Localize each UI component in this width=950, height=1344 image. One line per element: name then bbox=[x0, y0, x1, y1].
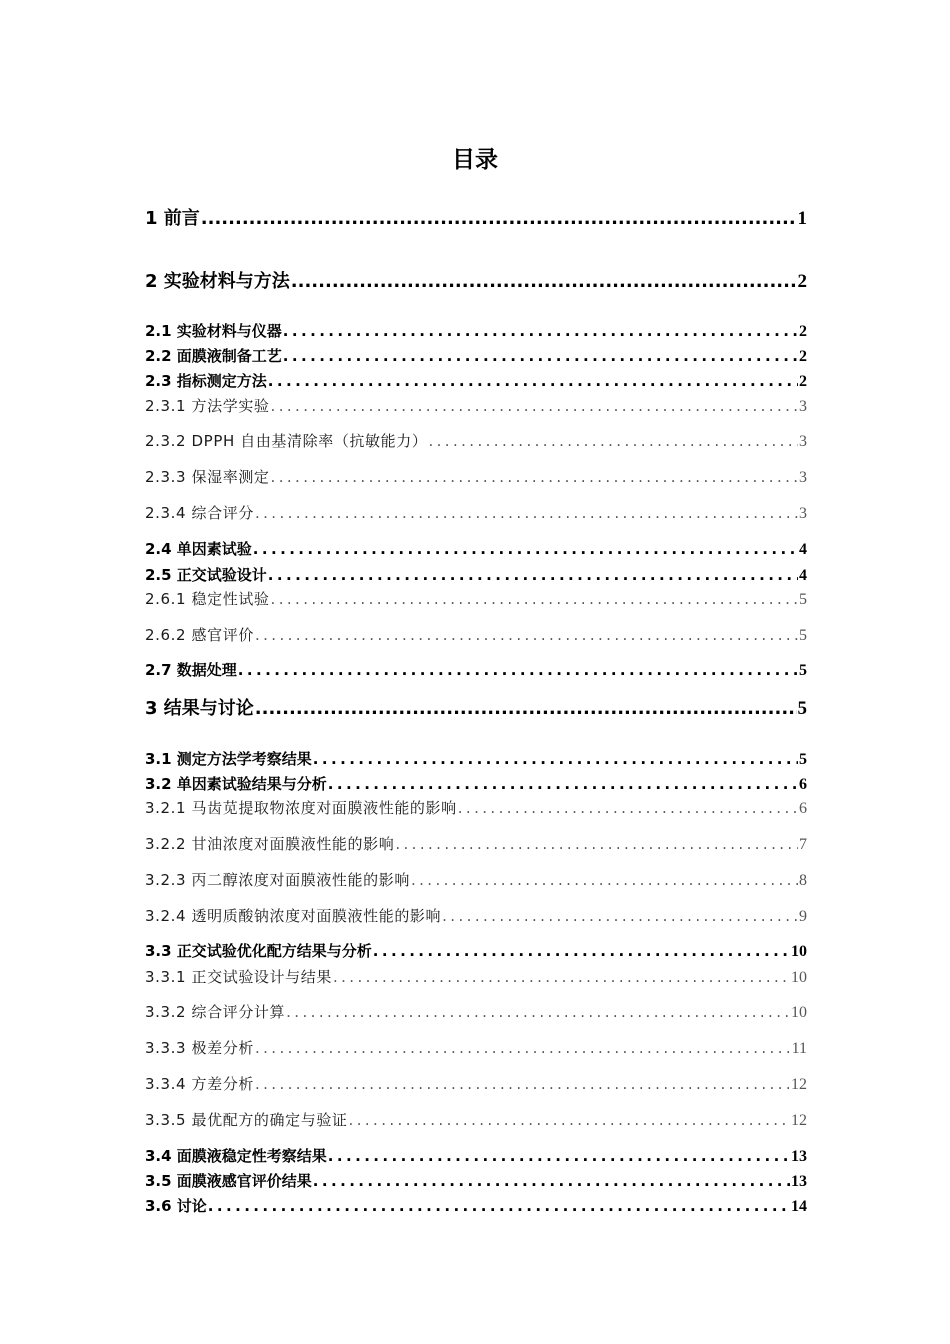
dot-leader bbox=[255, 626, 798, 644]
dot-leader bbox=[442, 907, 798, 925]
toc-entry-label: 3.2.1 马齿苋提取物浓度对面膜液性能的影响 bbox=[145, 799, 457, 817]
toc-entry[interactable] bbox=[145, 1109, 807, 1130]
toc-entry[interactable] bbox=[145, 797, 807, 818]
dot-leader bbox=[458, 799, 798, 817]
toc-entry-label: 2.3.1 方法学实验 bbox=[145, 397, 270, 415]
page-title: 目录 bbox=[452, 147, 498, 174]
toc-page-number: 5 bbox=[799, 627, 807, 644]
toc-entry[interactable] bbox=[145, 370, 807, 391]
toc-entry-label: 3.4 面膜液稳定性考察结果 bbox=[145, 1147, 327, 1165]
dot-leader bbox=[255, 1039, 791, 1057]
toc-entry-label: 2 实验材料与方法 bbox=[145, 271, 290, 292]
dot-leader bbox=[313, 1172, 790, 1190]
toc-page-number: 13 bbox=[791, 1173, 807, 1190]
dot-leader bbox=[271, 468, 798, 486]
toc-entry-label: 3.1 测定方法学考察结果 bbox=[145, 750, 312, 768]
toc-page-number: 4 bbox=[799, 567, 807, 584]
toc-page-number: 4 bbox=[799, 541, 807, 558]
toc-entry-label: 2.2 面膜液制备工艺 bbox=[145, 347, 282, 365]
dot-leader bbox=[349, 1111, 790, 1129]
toc-entry-label: 2.5 正交试验设计 bbox=[145, 566, 267, 584]
toc-entry[interactable] bbox=[145, 773, 807, 794]
toc-entry-label: 3.3.3 极差分析 bbox=[145, 1039, 254, 1057]
toc-entry-label: 2.3.2 DPPH 自由基清除率（抗敏能力） bbox=[145, 432, 428, 450]
toc-page-number: 10 bbox=[791, 969, 807, 986]
toc-entry-label: 3.5 面膜液感官评价结果 bbox=[145, 1172, 312, 1190]
toc-entry-label: 3.2.4 透明质酸钠浓度对面膜液性能的影响 bbox=[145, 907, 442, 925]
dot-leader bbox=[286, 1003, 790, 1021]
toc-entry-label: 2.7 数据处理 bbox=[145, 661, 237, 679]
toc-entry[interactable] bbox=[145, 966, 807, 987]
toc-page-number: 12 bbox=[791, 1112, 807, 1129]
toc-entry[interactable] bbox=[145, 502, 807, 523]
toc-page-number: 2 bbox=[799, 323, 807, 340]
toc-page-number: 7 bbox=[799, 836, 807, 853]
toc-page-number: 10 bbox=[791, 1004, 807, 1021]
toc-entry[interactable] bbox=[145, 748, 807, 769]
dot-leader bbox=[238, 661, 798, 679]
dot-leader bbox=[271, 397, 798, 415]
toc-entry-label: 2.3.3 保湿率测定 bbox=[145, 468, 270, 486]
dot-leader bbox=[328, 1147, 790, 1165]
toc-entry-label: 3.3.2 综合评分计算 bbox=[145, 1003, 286, 1021]
dot-leader bbox=[268, 372, 798, 390]
toc-entry[interactable] bbox=[145, 940, 807, 961]
toc-entry-label: 3.3.5 最优配方的确定与验证 bbox=[145, 1111, 348, 1129]
toc-entry[interactable] bbox=[145, 395, 807, 416]
toc-entry[interactable] bbox=[145, 1195, 807, 1216]
toc-page-number: 2 bbox=[799, 348, 807, 365]
toc-entry-label: 2.6.1 稳定性试验 bbox=[145, 590, 270, 608]
toc-entry-label: 3.3 正交试验优化配方结果与分析 bbox=[145, 942, 372, 960]
dot-leader bbox=[291, 271, 797, 292]
dot-leader bbox=[283, 322, 798, 340]
toc-entry[interactable] bbox=[145, 1073, 807, 1094]
toc-page-number: 2 bbox=[797, 271, 807, 292]
toc-entry-label: 2.4 单因素试验 bbox=[145, 540, 252, 558]
toc-page-number: 2 bbox=[799, 373, 807, 390]
toc-page-number: 13 bbox=[791, 1148, 807, 1165]
toc-page-number: 5 bbox=[799, 751, 807, 768]
toc-entry[interactable] bbox=[145, 588, 807, 609]
toc-page-number: 1 bbox=[797, 208, 807, 229]
toc-page-number: 3 bbox=[799, 505, 807, 522]
toc-entry[interactable] bbox=[145, 1145, 807, 1166]
toc-page-number: 5 bbox=[799, 591, 807, 608]
toc-entry-label: 2.1 实验材料与仪器 bbox=[145, 322, 282, 340]
toc-entry-label: 1 前言 bbox=[145, 208, 200, 229]
toc-page-number: 8 bbox=[799, 872, 807, 889]
toc-entry-label: 3.6 讨论 bbox=[145, 1197, 207, 1215]
toc-entry[interactable] bbox=[145, 204, 807, 230]
dot-leader bbox=[271, 590, 798, 608]
toc-entry-label: 3.3.4 方差分析 bbox=[145, 1075, 254, 1093]
toc-entry-label: 3.2.3 丙二醇浓度对面膜液性能的影响 bbox=[145, 871, 410, 889]
toc-entry[interactable] bbox=[145, 345, 807, 366]
toc-page-number: 3 bbox=[799, 469, 807, 486]
dot-leader bbox=[411, 871, 798, 889]
dot-leader bbox=[255, 1075, 790, 1093]
dot-leader bbox=[313, 750, 798, 768]
toc-entry[interactable] bbox=[145, 905, 807, 926]
dot-leader bbox=[333, 968, 790, 986]
toc-entry[interactable] bbox=[145, 430, 807, 451]
toc-page-number: 3 bbox=[799, 433, 807, 450]
toc-page-number: 5 bbox=[799, 662, 807, 679]
toc-entry[interactable] bbox=[145, 466, 807, 487]
toc-entry-label: 3.2 单因素试验结果与分析 bbox=[145, 775, 327, 793]
toc-page-number: 11 bbox=[791, 1040, 807, 1057]
toc-entry[interactable] bbox=[145, 267, 807, 293]
dot-leader bbox=[283, 347, 798, 365]
toc-entry-label: 3 结果与讨论 bbox=[145, 698, 254, 719]
toc-entry[interactable] bbox=[145, 320, 807, 341]
toc-page-number: 12 bbox=[791, 1076, 807, 1093]
dot-leader bbox=[201, 208, 797, 229]
dot-leader bbox=[328, 775, 798, 793]
dot-leader bbox=[395, 835, 798, 853]
toc-entry-label: 3.3.1 正交试验设计与结果 bbox=[145, 968, 332, 986]
toc-page-number: 6 bbox=[799, 800, 807, 817]
toc-entry[interactable] bbox=[145, 538, 807, 559]
dot-leader bbox=[253, 540, 798, 558]
toc-entry[interactable] bbox=[145, 564, 807, 585]
dot-leader bbox=[255, 698, 797, 719]
dot-leader bbox=[208, 1197, 790, 1215]
toc-entry-label: 3.2.2 甘油浓度对面膜液性能的影响 bbox=[145, 835, 395, 853]
toc-entry[interactable] bbox=[145, 1037, 807, 1058]
toc-page-number: 9 bbox=[799, 908, 807, 925]
toc-entry[interactable] bbox=[145, 1001, 807, 1022]
toc-entry-label: 2.6.2 感官评价 bbox=[145, 626, 254, 644]
toc-entry[interactable] bbox=[145, 624, 807, 645]
toc-page-number: 3 bbox=[799, 398, 807, 415]
toc-entry[interactable] bbox=[145, 659, 807, 680]
dot-leader bbox=[428, 432, 798, 450]
toc-page-number: 10 bbox=[791, 943, 807, 960]
toc-entry[interactable] bbox=[145, 869, 807, 890]
toc-entry[interactable] bbox=[145, 833, 807, 854]
toc-entry-label: 2.3.4 综合评分 bbox=[145, 504, 254, 522]
toc-page-number: 5 bbox=[797, 698, 807, 719]
toc-entry[interactable] bbox=[145, 694, 807, 720]
toc-entry[interactable] bbox=[145, 1170, 807, 1191]
dot-leader bbox=[268, 566, 798, 584]
dot-leader bbox=[255, 504, 798, 522]
toc-entry-label: 2.3 指标测定方法 bbox=[145, 372, 267, 390]
dot-leader bbox=[373, 942, 790, 960]
toc-page-number: 6 bbox=[799, 776, 807, 793]
toc-page-number: 14 bbox=[791, 1198, 807, 1215]
